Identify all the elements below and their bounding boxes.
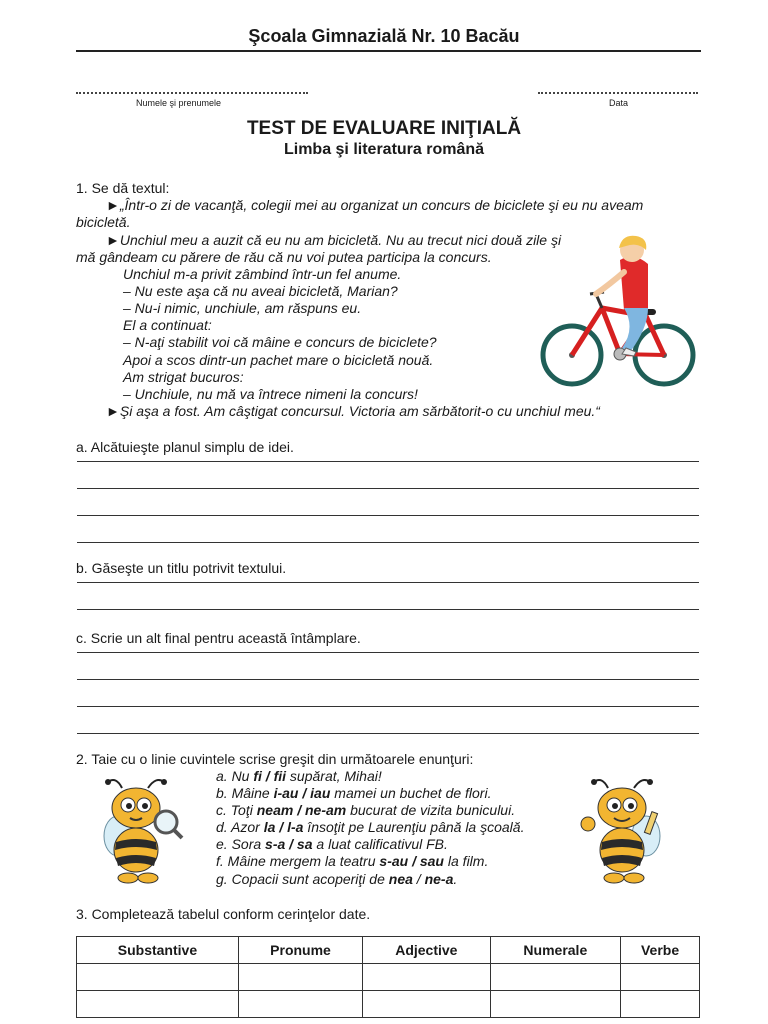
answer-line[interactable] (77, 679, 699, 680)
q2-item: g. Copacii sunt acoperiţi de nea / ne-a. (216, 871, 458, 887)
q1b-prompt: b. Găseşte un titlu potrivit textului. (76, 560, 287, 576)
column-header: Numerale (490, 937, 621, 964)
column-header: Verbe (621, 937, 700, 964)
table-cell[interactable] (490, 991, 621, 1018)
word-choice[interactable]: nea (388, 871, 413, 887)
story-line: ►Şi aşa a fost. Am câştigat concursul. Victoria am sărbătorit-o cu unchiul meu.“ (106, 403, 600, 419)
word-choice[interactable]: la / l-a (263, 819, 304, 835)
q1a-prompt: a. Alcătuieşte planul simplu de idei. (76, 439, 294, 455)
story-line: bicicletă. (76, 214, 131, 230)
story-line: – Nu-i nimic, unchiule, am răspuns eu. (123, 300, 362, 316)
q2-item: a. Nu fi / fii supărat, Mihai! (216, 768, 382, 784)
word-choice[interactable]: s-au / sau (379, 853, 444, 869)
story-line: Unchiul m-a privit zâmbind într-un fel anume. (123, 266, 402, 282)
q2-item: d. Azor la / l-a însoţit pe Laurenţiu până la şcoală. (216, 819, 525, 835)
answer-line[interactable] (77, 609, 699, 610)
table-header-row (77, 937, 700, 964)
story-line: – Unchiule, nu mă va întrece nimeni la concurs! (123, 386, 418, 402)
table-row (77, 991, 700, 1018)
q2-heading: 2. Taie cu o linie cuvintele scrise greşit din următoarele enunţuri: (76, 751, 474, 767)
boy-on-bicycle-illustration (536, 232, 700, 396)
q2-item: b. Mâine i-au / iau mamei un buchet de flori. (216, 785, 492, 801)
answer-line[interactable] (77, 733, 699, 734)
table-cell[interactable] (490, 964, 621, 991)
table-cell[interactable] (238, 964, 362, 991)
bee-magnifier-illustration (98, 778, 188, 888)
q3-heading: 3. Completează tabelul conform cerinţelor date. (76, 906, 371, 922)
answer-line[interactable] (77, 515, 699, 516)
name-caption: Numele şi prenumele (136, 98, 222, 108)
q1c-prompt: c. Scrie un alt final pentru această întâmplare. (76, 630, 361, 646)
table-row (77, 964, 700, 991)
test-subtitle: Limba şi literatura română (283, 141, 485, 158)
name-dotted-line (76, 92, 308, 94)
q1-heading: 1. Se dă textul: (76, 180, 170, 196)
story-line: El a continuat: (123, 317, 212, 333)
bee-pencil-illustration (578, 778, 668, 888)
word-choice[interactable]: ne-a (424, 871, 454, 887)
q2-item: f. Mâine mergem la teatru s-au / sau la film. (216, 853, 489, 869)
answer-line[interactable] (77, 488, 699, 489)
word-choice[interactable]: i-au / iau (273, 785, 331, 801)
word-choice[interactable]: s-a / sa (265, 836, 313, 852)
answer-line[interactable] (77, 582, 699, 583)
story-line: – Nu este aşa că nu aveai bicicletă, Marian? (123, 283, 398, 299)
story-line: Apoi a scos dintr-un pachet mare o bicicletă nouă. (123, 352, 434, 368)
story-line: – N-aţi stabilit voi că mâine e concurs de biciclete? (123, 334, 437, 350)
table-cell[interactable] (363, 964, 490, 991)
q2-item: e. Sora s-a / sa a luat calificativul FB. (216, 836, 448, 852)
parts-of-speech-table (76, 936, 700, 1018)
story-line: ►Unchiul meu a auzit că eu nu am bicicletă. Nu au trecut nici două zile şi (106, 232, 562, 248)
story-line: mă gândeam cu părere de rău că nu voi putea participa la concurs. (76, 249, 492, 265)
date-dotted-line (538, 92, 698, 94)
answer-line[interactable] (77, 706, 699, 707)
date-caption: Data (609, 98, 629, 108)
school-name: Şcoala Gimnazială Nr. 10 Bacău (248, 26, 520, 46)
answer-line[interactable] (77, 652, 699, 653)
column-header: Adjective (363, 937, 490, 964)
answer-line[interactable] (77, 542, 699, 543)
table-cell[interactable] (621, 991, 700, 1018)
word-choice[interactable]: neam / ne-am (256, 802, 347, 818)
q2-item: c. Toţi neam / ne-am bucurat de vizita bunicului. (216, 802, 516, 818)
test-title: TEST DE EVALUARE INIŢIALĂ (246, 118, 522, 139)
header-rule (76, 50, 701, 52)
column-header: Substantive (77, 937, 239, 964)
story-line: Am strigat bucuros: (123, 369, 244, 385)
table-cell[interactable] (238, 991, 362, 1018)
story-line: ►„Într-o zi de vacanţă, colegii mei au organizat un concurs de biciclete şi eu nu aveam (106, 197, 644, 213)
word-choice[interactable]: fi / fii (253, 768, 287, 784)
table-cell[interactable] (77, 991, 239, 1018)
column-header: Pronume (238, 937, 362, 964)
table-cell[interactable] (363, 991, 490, 1018)
answer-line[interactable] (77, 461, 699, 462)
table-cell[interactable] (77, 964, 239, 991)
table-cell[interactable] (621, 964, 700, 991)
